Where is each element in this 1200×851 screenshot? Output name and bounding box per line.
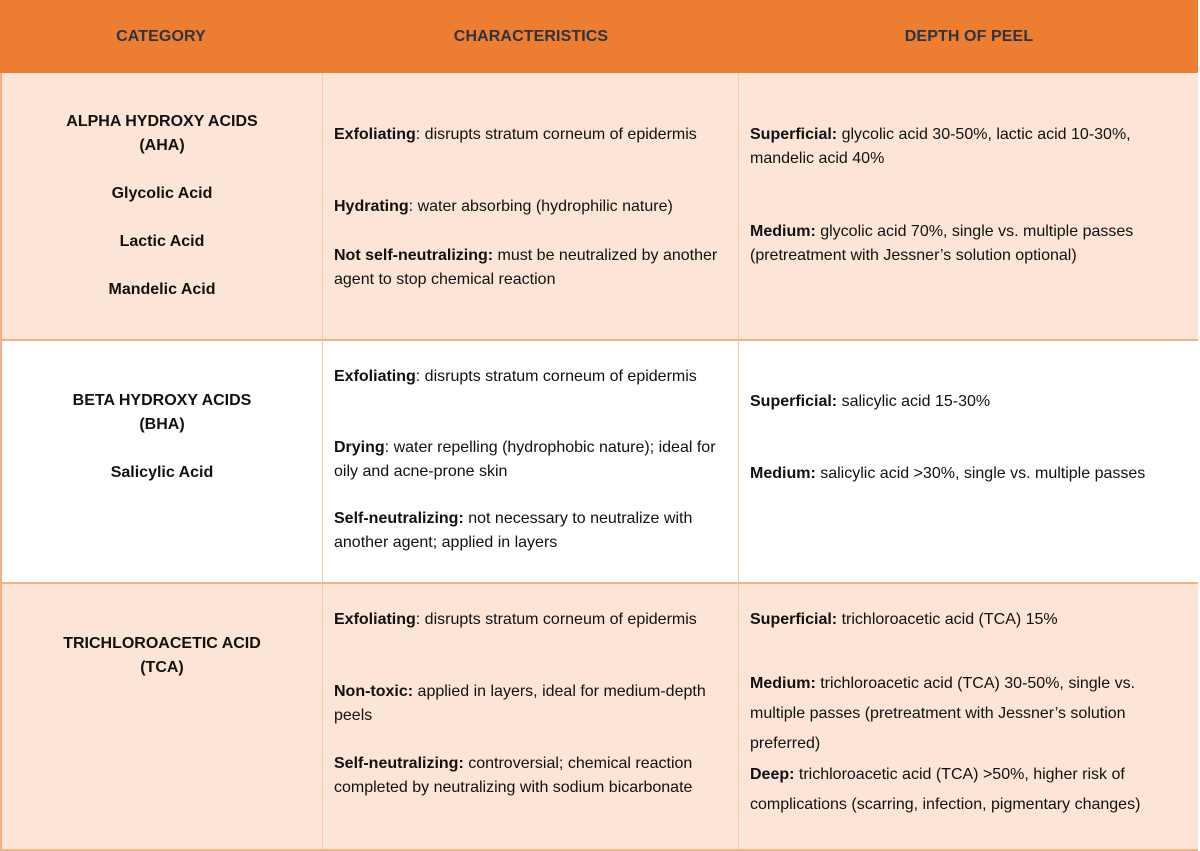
table-header-row: [0, 0, 1198, 73]
characteristic-label: Not self-neutralizing:: [334, 247, 494, 264]
depth-item: [750, 462, 1184, 486]
category-example: Glycolic Acid: [111, 185, 213, 202]
table-row-tca: [0, 584, 1198, 851]
characteristic-item: [334, 608, 724, 632]
category-cell: [2, 584, 322, 849]
depth-label: Superficial:: [750, 611, 838, 628]
category-example: Salicylic Acid: [110, 464, 214, 481]
depth-text: salicylic acid 15-30%: [837, 393, 991, 410]
table-row-aha: [0, 73, 1198, 341]
characteristic-item: [334, 752, 724, 800]
characteristics-cell: [322, 341, 738, 582]
characteristics-cell: [322, 73, 738, 339]
category-abbreviation: (AHA): [139, 137, 185, 154]
characteristics-cell: [322, 584, 738, 849]
category-abbreviation: (BHA): [139, 416, 185, 433]
characteristic-label: Self-neutralizing:: [334, 510, 464, 527]
depth-label: Medium:: [750, 465, 816, 482]
characteristic-text: : disrupts stratum corneum of epidermis: [415, 126, 697, 143]
header-depth-of-peel: DEPTH OF PEEL: [738, 0, 1199, 73]
category-abbreviation: (TCA): [140, 659, 184, 676]
characteristic-item: [334, 195, 724, 219]
depth-item: [750, 608, 1184, 632]
characteristic-item: [334, 123, 724, 147]
characteristic-text: not necessary to neutralize with another agent; applied in layers: [334, 510, 693, 551]
depth-item: [750, 390, 1184, 414]
depth-item: [750, 220, 1184, 268]
characteristic-text: : disrupts stratum corneum of epidermis: [415, 368, 697, 385]
characteristic-item: [334, 244, 724, 292]
depth-label: Superficial:: [750, 393, 838, 410]
category-title: TRICHLOROACETIC ACID: [63, 635, 261, 652]
depth-label: Superficial:: [750, 126, 838, 143]
characteristic-label: Self-neutralizing:: [334, 755, 464, 772]
characteristic-text: : water repelling (hydrophobic nature); ideal for oily and acne-prone skin: [334, 439, 716, 480]
depth-text: glycolic acid 70%, single vs. multiple passes (pretreatment with Jessner’s solution optional): [750, 223, 1134, 264]
header-characteristics: CHARACTERISTICS: [322, 0, 739, 73]
depth-cell: [738, 73, 1198, 339]
characteristic-item: [334, 680, 724, 728]
depth-item: [750, 669, 1184, 759]
header-category: CATEGORY: [116, 27, 206, 45]
depth-text: glycolic acid 30-50%, lactic acid 10-30%, mandelic acid 40%: [750, 126, 1131, 167]
characteristic-item: [334, 507, 724, 555]
depth-item: [750, 123, 1184, 171]
category-title: ALPHA HYDROXY ACIDS: [66, 113, 258, 130]
characteristic-item: [334, 365, 724, 389]
characteristic-text: controversial; chemical reaction completed by neutralizing with sodium bicarbonate: [334, 755, 693, 796]
depth-label: Deep:: [750, 766, 795, 783]
characteristic-label: Drying: [334, 439, 385, 456]
depth-text: trichloroacetic acid (TCA) >50%, higher risk of complications (scarring, infection, pigmentary changes): [750, 766, 1141, 813]
characteristic-text: applied in layers, ideal for medium-depth peels: [334, 683, 706, 724]
depth-label: Medium:: [750, 675, 816, 692]
category-cell: [2, 73, 322, 339]
characteristic-label: Exfoliating: [334, 126, 416, 143]
depth-label: Medium:: [750, 223, 816, 240]
characteristic-item: [334, 436, 724, 484]
table-row-bha: [0, 341, 1198, 584]
characteristic-label: Exfoliating: [334, 368, 416, 385]
characteristic-text: : water absorbing (hydrophilic nature): [408, 198, 673, 215]
category-cell: [2, 341, 322, 582]
characteristic-label: Exfoliating: [334, 611, 416, 628]
category-title: BETA HYDROXY ACIDS: [72, 392, 252, 409]
depth-cell: [738, 341, 1198, 582]
characteristic-text: : disrupts stratum corneum of epidermis: [415, 611, 697, 628]
category-example: Mandelic Acid: [108, 281, 216, 298]
depth-text: trichloroacetic acid (TCA) 30-50%, single vs. multiple passes (pretreatment with Jessner’s solution preferred): [750, 675, 1136, 752]
characteristic-text: must be neutralized by another agent to stop chemical reaction: [334, 247, 718, 288]
depth-text: salicylic acid >30%, single vs. multiple passes: [815, 465, 1146, 482]
depth-item: [750, 760, 1184, 820]
depth-text: trichloroacetic acid (TCA) 15%: [837, 611, 1058, 628]
category-example: Lactic Acid: [119, 233, 205, 250]
depth-cell: [738, 584, 1198, 849]
characteristic-label: Non-toxic:: [334, 683, 414, 700]
characteristic-label: Hydrating: [334, 198, 409, 215]
